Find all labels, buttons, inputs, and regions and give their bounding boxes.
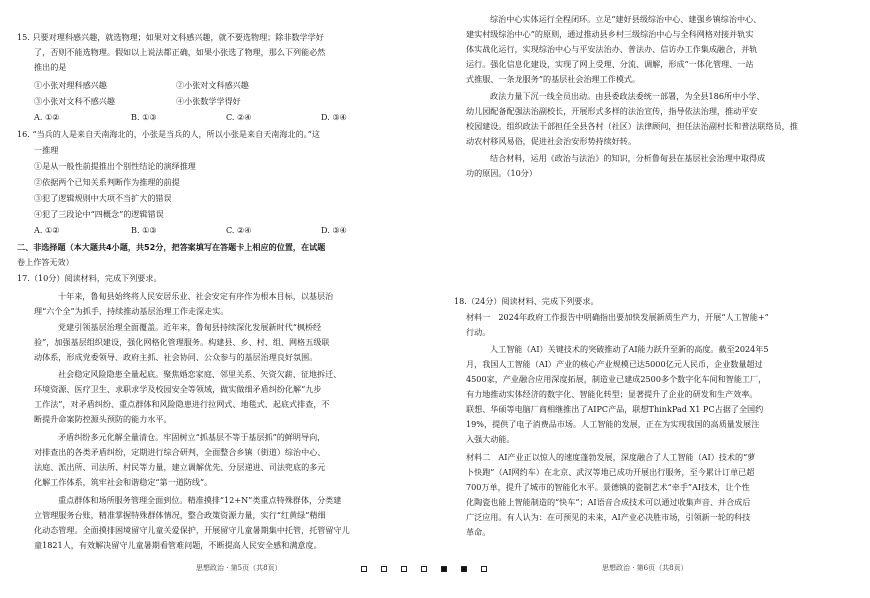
q16-option-4: ④犯了三段论中“四概念”的逻辑错误 bbox=[34, 209, 164, 219]
binding-mark bbox=[401, 566, 407, 572]
q17-p3-line-4: 断提升命案防控源头预防的能力水平。 bbox=[34, 414, 172, 424]
r-top-line-2: 建实村级综治中心”的原则，通过推动县乡村三级综治中心与全科网格对接并轨实 bbox=[466, 29, 754, 39]
q17-p2-line-2: 验”，加强基层组织建设，强化网格化管理服务。构建县、乡、村、组、网格五级联 bbox=[34, 337, 330, 347]
q17-p3-line-2: 环境资源、医疗卫生、求职求学及校园安全等领域，做实做细矛盾纠纷化解“九步 bbox=[34, 384, 322, 394]
section-2-heading-cont: 卷上作答无效） bbox=[17, 257, 74, 267]
q18-m2-line-2: 卜快跑”（AI网约车）在北京、武汉等地已成功开展出行服务，至今累计订单已超 bbox=[466, 467, 755, 477]
q17-heading: 17.（10分）阅读材料，完成下列要求。 bbox=[17, 273, 162, 283]
q17-p5-line-2: 立管理服务台账，精准掌握特殊群体情况，整合政策资源力量，实行“红黄绿”精细 bbox=[34, 510, 326, 520]
q17-p4-line-1: 矛盾纠纷多元化解全量清仓。牢固树立“抓基层不等于基层抓”的鲜明导向， bbox=[58, 432, 326, 442]
r-top-line-10: 结合材料，运用《政治与法治》的知识，分析鲁甸县在基层社会治理中取得成 bbox=[490, 153, 766, 163]
binding-mark-filled bbox=[441, 566, 447, 572]
q16-option-2: ②依据两个已知关系判断作为推理的前提 bbox=[34, 177, 180, 187]
q18-m2-line-1: 材料二 AI产业正以惊人的速度蓬勃发展，深度融合了人工智能（AI）技术的“萝 bbox=[466, 452, 756, 462]
q15-line-2: 了，否则不能选物理。假如以上说法都正确，如果小张选了物理，那么下列能必然 bbox=[34, 47, 326, 57]
q16-option-1: ①是从一般性前提推出个别性结论的演绎推理 bbox=[34, 161, 196, 171]
q18-heading: 18.（24分）阅读材料、完成下列要求。 bbox=[454, 296, 599, 306]
q15-line-1: 15. 只要对理科感兴趣，就选物理；如果对文科感兴趣，就不要选物理；除非数学学好 bbox=[17, 32, 324, 42]
q18-m1-line-2: 行动。 bbox=[466, 327, 491, 337]
q18-m2-line-3: 700万单，提升了城市的智能化水平。景德镇的瓷制艺术“牵手”AI技术，让个性 bbox=[466, 482, 750, 492]
r-top-line-11: 功的原因。（10分） bbox=[466, 168, 537, 178]
q16-choice-d: D. ③④ bbox=[321, 225, 347, 235]
r-top-line-9: 动农村移风易俗，促进社会治安形势持续好转。 bbox=[466, 136, 636, 146]
left-page-footer: 思想政治 · 第5页（共8页） bbox=[196, 564, 282, 572]
q15-option-2: ②小张对文科感兴趣 bbox=[176, 80, 249, 90]
q18-m2-line-5: 广泛应用。有人认为：在可预见的未来，AI产业必决胜市场，引领新一轮的科技 bbox=[466, 512, 751, 522]
q17-p5-line-4: 童1821人，有效解决留守儿童暑期看管难问题，不断提高人民安全感和满意度。 bbox=[34, 540, 322, 550]
q15-choice-b: B. ①③ bbox=[131, 112, 157, 122]
q15-choice-d: D. ③④ bbox=[321, 112, 347, 122]
q18-m2-line-4: 化陶瓷也能上智能制造的“快车”；AI语音合成技术可以通过收集声音、并合成后 bbox=[466, 497, 751, 507]
binding-mark bbox=[381, 566, 387, 572]
q16-choice-b: B. ①③ bbox=[131, 225, 157, 235]
q17-p5-line-3: 化动态管理。全面摸排困境留守儿童关爱保护，开展留守儿童暑期集中托管，托管留守儿 bbox=[34, 525, 350, 535]
q17-p1-line-1: 十年来，鲁甸县始终将人民安居乐业、社会安定有序作为根本目标，以基层治 bbox=[58, 291, 334, 301]
q18-m1-line-8: 19%，提供了电子消费品市场。人工智能的发展，正在为实现我国的高质量发展注 bbox=[466, 419, 760, 429]
r-top-line-7: 幼儿园配备配强法治副校长，开展形式多样的法治宣传，指导依法治理，推动平安 bbox=[466, 106, 758, 116]
q18-m1-line-5: 4500家，产业融合应用深度拓展，制造业已建成2500多个数字化车间和智能工厂， bbox=[466, 374, 767, 384]
r-top-line-5: 式推服、一条龙服务”的基层社会治理工作模式。 bbox=[466, 74, 641, 84]
q17-p2-line-1: 党建引领基层治理全面覆盖。近年来，鲁甸县持续深化发展新时代“枫桥经 bbox=[58, 322, 322, 332]
q15-choice-a: A. ①② bbox=[34, 112, 60, 122]
q16-option-3: ③犯了逻辑规则中大项不当扩大的错误 bbox=[34, 193, 172, 203]
r-top-line-3: 体实战化运行，实现综治中心与平安法治办、普法办、信访办工作集成融合，并轨 bbox=[466, 44, 758, 54]
q16-line-2: 一推理 bbox=[34, 145, 59, 155]
q17-p5-line-1: 重点群体和场所服务管理全面到位。精准摸排“12+N”类重点特殊群体，分类建 bbox=[58, 495, 342, 505]
r-top-line-8: 校园建设。组织政法干部担任全县各村（社区）法律顾问，担任法治副村长和普法联络员，推 bbox=[466, 121, 798, 131]
q17-p3-line-1: 社会稳定风险隐患全量起底。聚焦婚恋家庭、邻里关系、矢资欠薪、征地拆迁、 bbox=[58, 369, 342, 379]
binding-mark-filled bbox=[461, 566, 467, 572]
r-top-line-6: 政法力量下沉一线全员出动。由县委政法委统一部署，为全县186所中小学、 bbox=[490, 91, 765, 101]
right-page-footer: 思想政治 · 第6页（共8页） bbox=[602, 564, 688, 572]
q16-line-1: 16. “当兵的人是来自天南海北的，小张是当兵的人，所以小张是来自天南海北的。”这 bbox=[17, 129, 320, 139]
q18-m1-line-3: 人工智能（AI）关键技术的突破推动了AI能力跃升至新的高度。截至2024年5 bbox=[490, 344, 769, 354]
binding-mark bbox=[421, 566, 427, 572]
q18-m1-line-4: 月，我国人工智能（AI）产业的核心产业规模已达5000亿元人民币，企业数量超过 bbox=[466, 359, 763, 369]
q18-m1-line-7: 联想、华硕等电脑厂商相继推出了AIPC产品，联想ThinkPad X1 PC占据了全国约 bbox=[466, 404, 764, 414]
q17-p2-line-3: 动体系，形成党委领导、政府主抓、社会协同、公众参与的基层治理良好氛围。 bbox=[34, 352, 318, 362]
binding-mark bbox=[361, 566, 367, 572]
q15-option-3: ③小张对文科不感兴趣 bbox=[34, 96, 115, 106]
r-top-line-4: 运行。强化信息化建设，实现了网上受理、分流、调解，形成“一体化管理、一站 bbox=[466, 59, 754, 69]
q17-p3-line-3: 工作法”，对矛盾纠纷、重点群体和风险隐患进行拉网式、地毯式、起底式排查，不 bbox=[34, 399, 330, 409]
binding-mark bbox=[481, 566, 487, 572]
q18-m1-line-9: 入强大动能。 bbox=[466, 434, 515, 444]
q15-option-4: ④小张数学学得好 bbox=[176, 96, 241, 106]
q17-p4-line-2: 对排查出的各类矛盾纠纷，定期进行综合研判，全面整合乡镇（街道）综治中心、 bbox=[34, 447, 326, 457]
section-2-heading: 二、非选择题（本大题共4小题，共52分，把答案填写在答题卡上相应的位置，在试题 bbox=[17, 242, 326, 252]
q15-choice-c: C. ②④ bbox=[226, 112, 252, 122]
q18-m1-line-1: 材料一 2024年政府工作报告中明确指出要加快发展新质生产力，开展“人工智能+” bbox=[466, 312, 769, 322]
q15-line-3: 推出的是 bbox=[34, 62, 67, 72]
q16-choice-a: A. ①② bbox=[34, 225, 60, 235]
q16-choice-c: C. ②④ bbox=[226, 225, 252, 235]
q15-option-1: ①小张对理科感兴趣 bbox=[34, 80, 107, 90]
q18-m2-line-6: 革命。 bbox=[466, 527, 491, 537]
r-top-line-1: 综治中心实体运行全程闭环。立足“建好县级综治中心、建强乡镇综治中心、 bbox=[490, 14, 762, 24]
q17-p4-line-3: 法庭、派出所、司法所、村民等力量，建立调解优先、分层递进、司法兜底的多元 bbox=[34, 462, 326, 472]
q18-m1-line-6: 有力地推动实体经济的数字化、智能化转型；显著提升了企业的研发和生产效率。 bbox=[466, 389, 758, 399]
q17-p1-line-2: 理“六个全”为抓手，持续推动基层治理工作走深走实。 bbox=[34, 306, 229, 316]
q17-p4-line-4: 化解工作体系，筑牢社会和谐稳定“第一道防线”。 bbox=[34, 477, 213, 487]
